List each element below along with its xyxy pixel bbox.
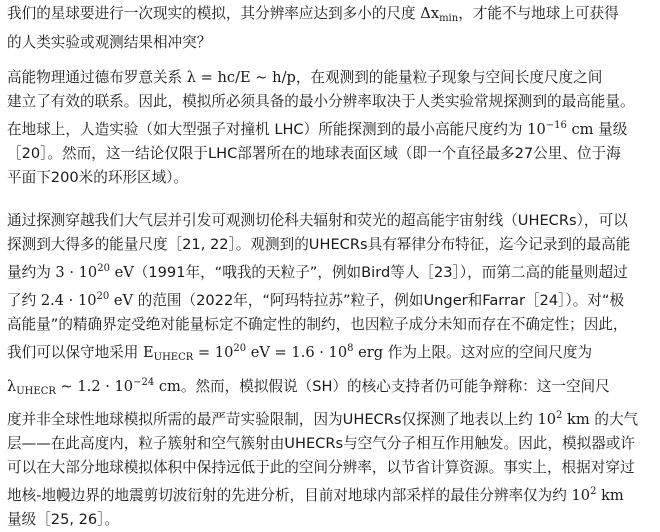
text-line (7, 480, 657, 508)
math-fragment: 20 (97, 263, 110, 275)
math-fragment: UHECR (153, 352, 194, 364)
text-fragment: 我们可以保守地采用 (7, 344, 143, 362)
math-fragment: = 10 (193, 344, 234, 362)
text-fragment: 探测到大得多的能量尺度［21, 22］。观测到的UHECRs具有幂律分布特征，迄今记录到的最高能 (7, 236, 631, 254)
text-fragment: 了约 (7, 292, 41, 310)
math-fragment: erg (353, 344, 384, 362)
text-fragment: 度并非全球性地球模拟所需的最严苛实验限制，因为UHECRs仅探测了地表以上约 (7, 410, 538, 428)
math-fragment: cm (154, 377, 181, 395)
text-line (7, 209, 657, 233)
paragraph-lhc (7, 66, 657, 190)
math-fragment: 2.4 · 10 (40, 292, 97, 310)
text-fragment: ，在观测到的能量粒子现象与空间长度尺度之间 (295, 69, 603, 86)
text-line (7, 90, 657, 114)
math-fragment: eV (109, 264, 134, 282)
text-line (7, 257, 657, 285)
text-fragment: 量级［25, 26］。 (7, 511, 120, 529)
text-fragment: 平面下200米的环形区域）。 (7, 169, 189, 187)
text-fragment: 量级 (593, 121, 628, 139)
text-fragment: 层——在此高度内，粒子簇射和空气簇射由UHECRs与空气分子相互作用触发。因此，模拟器或许 (7, 434, 635, 452)
math-fragment: km (562, 410, 590, 428)
math-fragment: 20 (233, 343, 247, 355)
math-fragment: UHECR (16, 385, 56, 397)
text-fragment: 通过探测穿越我们大气层并引发可观测切伦科夫辐射和荧光的超高能宇宙射线（UHECRs），可以 (7, 212, 628, 229)
math-fragment: λ (7, 377, 17, 395)
text-fragment: 在地球上，人造实验（如大型强子对撞机 LHC）所能探测到的最小高能尺度约为 (7, 121, 528, 139)
math-fragment: 2 (556, 409, 563, 421)
text-line (7, 114, 657, 142)
math-fragment: 10 (537, 410, 557, 428)
text-line (7, 285, 657, 313)
math-fragment: Δx (420, 5, 440, 22)
math-fragment: 20 (96, 291, 110, 303)
text-line (7, 404, 657, 432)
text-line (7, 2, 657, 31)
text-fragment: 作为上限。这对应的空间尺度为 (383, 344, 593, 362)
text-fragment: 的范围（2022年，“阿玛特拉苏”粒子，例如Unger和Farrar［24］）。对“极 (133, 292, 625, 310)
text-fragment: 可以在大部分地球模拟体积中保持远低于此的空间分辨率，以节省计算资源。事实上，根据对穿过 (7, 458, 635, 476)
math-fragment: −24 (133, 376, 155, 388)
text-line (7, 233, 657, 257)
text-line (7, 313, 657, 337)
text-line (7, 166, 657, 190)
text-fragment: 。然而，模拟假说（SH）的核心支持者仍可能争辩称：这一空间尺 (180, 377, 610, 395)
math-fragment: E (142, 344, 154, 362)
math-fragment: λ = hc/E ∼ h/p (186, 69, 296, 86)
math-fragment: 3 · 10 (55, 264, 98, 282)
text-fragment: 量约为 (7, 264, 56, 282)
text-line (7, 508, 657, 532)
text-fragment: 地核-地幔边界的地震剪切波衍射的先进分析，目前对地球内部采样的最佳分辨率仅为约 (7, 486, 572, 504)
text-line (7, 337, 657, 370)
text-fragment: 的大气 (589, 410, 639, 428)
math-fragment: 10 (571, 486, 591, 504)
math-fragment: km (596, 486, 624, 504)
text-fragment: 建立了有效的联系。因此，模拟所必须具备的最小分辨率取决于人类实验常规探测到的最高能量。 (7, 93, 635, 111)
math-fragment: −16 (545, 120, 567, 132)
text-line (7, 432, 657, 456)
text-fragment: 的人类实验或观测结果相冲突？ (7, 34, 212, 52)
paragraph-uhecr (7, 209, 657, 532)
text-line (7, 142, 657, 166)
text-line (7, 456, 657, 480)
math-fragment: eV (109, 292, 134, 310)
text-line (7, 31, 657, 55)
math-fragment: 8 (347, 343, 354, 355)
text-fragment: （1991年，“哦我的天粒子”，例如Bird等人［23］），而第二高的能量则超过 (133, 264, 628, 282)
math-fragment: ∼ 1.2 · 10 (55, 377, 134, 395)
math-fragment: 2 (590, 485, 597, 497)
text-fragment: 高能物理通过德布罗意关系 (7, 69, 187, 86)
text-line (7, 371, 657, 404)
text-fragment: ，才能不与地球上可获得 (458, 5, 619, 22)
math-fragment: cm (566, 121, 594, 139)
text-fragment: ［20］。然而，这一结论仅限于LHC部署所在的地球表面区域（即一个直径最多27公里、位于海 (7, 145, 621, 163)
math-fragment: min (439, 13, 459, 24)
math-fragment: 10 (527, 121, 546, 139)
text-fragment: 我们的星球要进行一次现实的模拟，其分辨率应达到多小的尺度 (7, 5, 421, 22)
text-fragment: 高能量”的精确界定受绝对能量标定不确定性的制约，也因粒子成分未知而存在不确定性；因此， (7, 316, 628, 334)
text-line (7, 66, 657, 90)
paragraph-question (7, 2, 657, 55)
math-fragment: eV = 1.6 · 10 (246, 344, 348, 362)
